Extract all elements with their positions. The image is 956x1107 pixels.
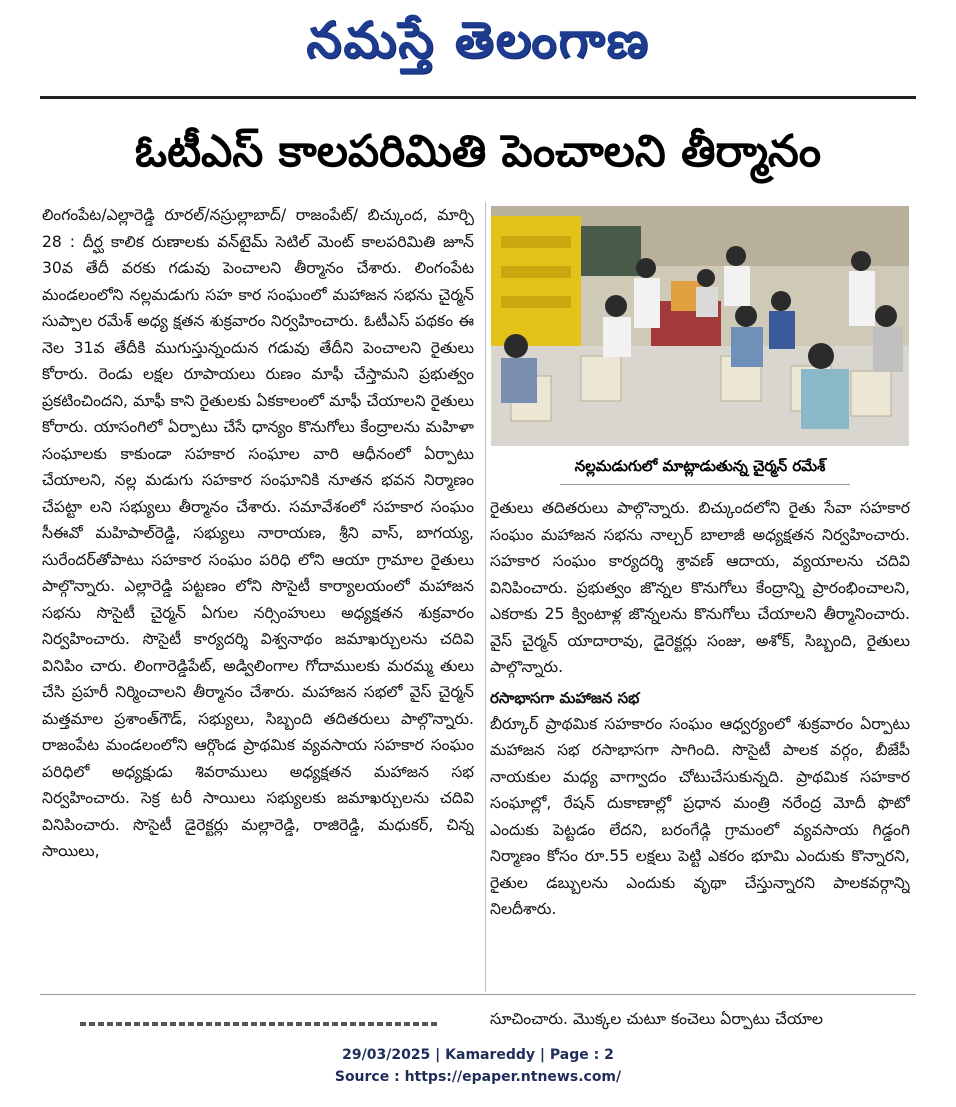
next-article-cropped-heading (80, 1020, 440, 1028)
left-column-text: లింగంపేట/ఎల్లారెడ్డి రూరల్/నస్రుల్లాబాద్/ రాజంపేట్/ బిచ్కుంద, మార్చి 28 : దీర్ఘ కాలిక రుణాలకు వన్‌టైమ్ సెటిల్ మెంట్ కాలపరిమితి జూన్ 30వ తేదీ వరకు గడువు పెంచాలని తీర్మానం చేశారు. లింగంపేట మండలంలోని నల్లమడుగు సహ కార సంఘంలో మహాజన సభను చైర్మన్ సుప్పాల రమేశ్ అధ్య క్షతన శుక్రవారం నిర్వహించారు. ఓటీఎస్ పథకం ఈ నెల 31వ తేదీకి ముగుస్తున్నందున గడువు తేదీని పెంచాలని రైతులు కోరారు. రెండు లక్షల రూపాయలు రుణం మాఫీ చేస్తామని ప్రభుత్వం ప్రకటించిందని, మాఫీ కాని రైతులకు ఏకకాలంలో మాఫీ చేయాలని రైతులు కోరారు. యాసంగిలో ఏర్పాటు చేసే ధాన్యం కొనుగోలు కేంద్రాలను మహిళా సంఘాలకు కాకుండా సహకార సంఘాల వారి ఆధీనంలో ఏర్పాటు చేయాలని, నల్ల మడుగు సహకార సంఘానికి నూతన భవన నిర్మాణం చేపట్టా లని సభ్యులు తీర్మానం చేశారు. సమావేశంలో సహకార సంఘం సీఈవో మహిపాల్‌రెడ్డి, సభ్యులు నారాయణ, శ్రీని వాస్, బాగయ్య, సురేందర్‌తోపాటు సహకార సంఘం పరిధి లోని ఆయా గ్రామాల రైతులు పాల్గొన్నారు. ఎల్లారెడ్డి పట్టణం లోని సొసైటీ కార్యాలయంలో మహాజన సభను సొసైటీ చైర్మన్ ఏగుల నర్సింహులు అధ్యక్షతన శుక్రవారం నిర్వహించారు. సొసైటీ కార్యదర్శి విశ్వనాథం జమాఖర్చులను చదివి వినిపిం చారు. లింగారెడ్డిపేట్, అడ్విలింగాల గోదాములకు మరమ్మ తులు చేసి ప్రహరీ నిర్మించాలని తీర్మానం చేశారు. మహాజన సభలో వైస్ చైర్మన్ మత్తమాల ప్రశాంత్‌గౌడ్, సభ్యులు, సిబ్బంది తదితరులు పాల్గొన్నారు. రాజంపేట మండలంలోని ఆర్గొండ ప్రాథమిక వ్యవసాయ సహకార సంఘం పరిధిలో అధ్యక్షుడు శివరాములు అధ్యక్షతన మహాజన సభ నిర్వహించారు. సెక్ర టరీ సాయిలు సభ్యులకు జమాఖర్చులను చదివి వినిపించారు. సొసైటీ డైరెక్టర్లు మల్లారెడ్డి, రాజిరెడ్డి, మధుకర్, చిన్న సాయిలు, (42, 206, 474, 860)
photo-caption: నల్లమడుగులో మాట్లాడుతున్న చైర్మన్ రమేశ్ (574, 457, 826, 475)
footer-source: Source : https://epaper.ntnews.com/ (334, 1069, 622, 1085)
article-right-column (490, 495, 910, 975)
column-divider (485, 202, 486, 992)
next-article-snippet: సూచించారు. మొక్కల చుటూ కంచెలు ఏర్పాటు చేయాల (490, 1010, 823, 1028)
section-subheading: రసాభాసగా మహాజన సభ (490, 688, 640, 707)
page-footer (0, 1044, 956, 1088)
right-column-paragraph-1: రైతులు తదితరులు పాల్గొన్నారు. బిచ్కుందలోని రైతు సేవా సహకార సంఘం మహాజన సభను నాల్చర్ బాలాజీ అధ్యక్షతన నిర్వహించారు. సహకార సంఘం కార్యదర్శి శ్రావణ్ ఆదాయ, వ్యయాలను చదివి వినిపించారు. ప్రభుత్వం జొన్నల కొనుగోలు కేంద్రాన్ని ప్రారంభించాలని, ఎకరాకు 25 క్వింటాళ్ల జొన్నలను కొనుగోలు చేయాలని తీర్మానించారు. వైస్ చైర్మన్ యాదారావు, డైరెక్టర్లు సంజు, అశోక్, సిబ్బంది, రైతులు పాల్గొన్నారు. (490, 499, 910, 676)
caption-underline (560, 484, 850, 485)
newspaper-masthead (0, 6, 956, 74)
masthead-divider (40, 96, 916, 99)
article-bottom-divider (40, 994, 916, 995)
right-column-paragraph-2: బీర్కూర్ ప్రాథమిక సహకారం సంఘం ఆధ్వర్యంలో శుక్రవారం ఏర్పాటు మహాజన సభ రసాభాసగా సాగింది. సొసైటీ పాలక వర్గం, బీజేపీ నాయకుల మధ్య వాగ్వాదం చోటుచేసుకున్నది. ప్రాథమిక సహకార సంఘాల్లో, రేషన్ దుకాణాల్లో ప్రధాన మంత్రి నరేంద్ర మోదీ ఫొటో ఎందుకు పెట్టడం లేదని, బరంగేడ్గి గ్రామంలో వ్యవసాయ గిడ్డంగి నిర్మాణం కోసం రూ.55 లక్షలు పెట్టి ఎకరం భూమి ఎందుకు కొన్నారని, రైతుల డబ్బులను ఎందుకు వృథా చేస్తున్నారని పాలకవర్గాన్ని నిలదీశారు. (490, 714, 910, 918)
footer-date-edition: 29/03/2025 | Kamareddy | Page : 2 (342, 1047, 614, 1063)
meeting-photo-illustration (491, 206, 909, 446)
article-left-column (42, 202, 474, 982)
article-photo (491, 206, 909, 446)
masthead-title: నమస్తే తెలంగాణ (306, 11, 650, 69)
article-headline: ఓటీఎస్ కాలపరిమితి పెంచాలని తీర్మానం (134, 126, 822, 177)
